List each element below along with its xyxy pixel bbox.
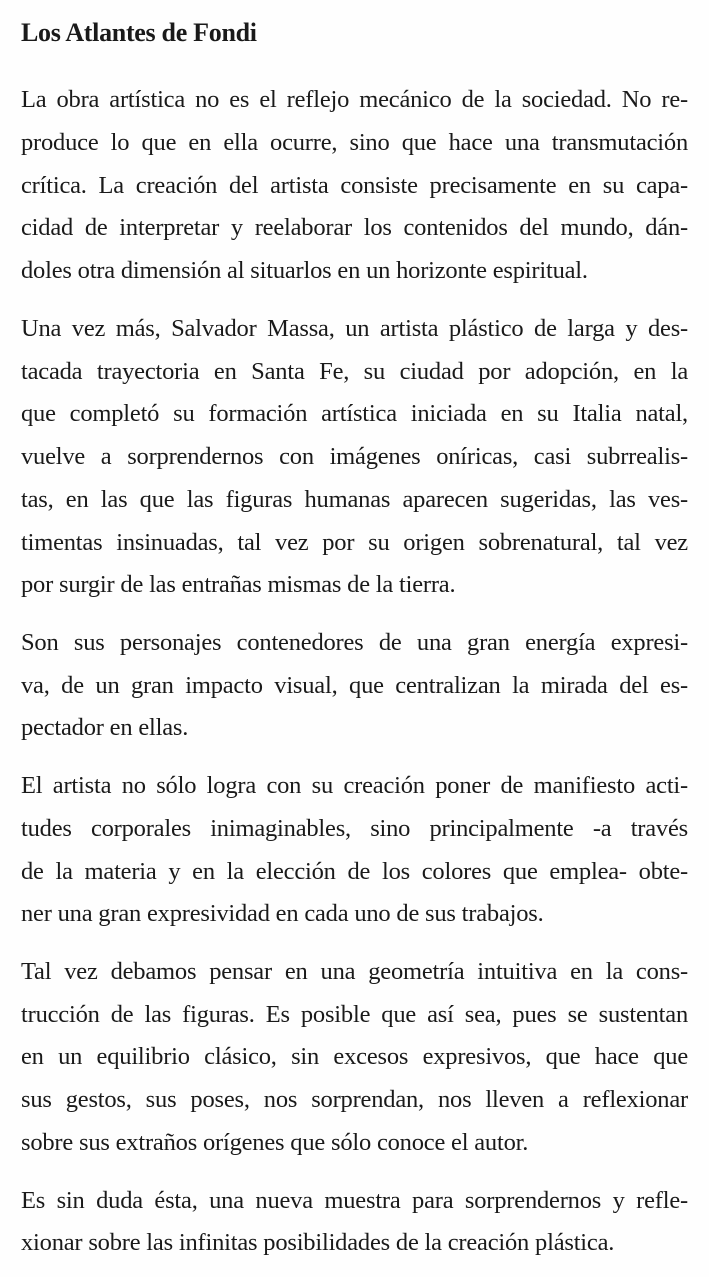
paragraph-2-line-7: por surgir de las entrañas mismas de la tierra. bbox=[21, 571, 456, 598]
paragraph-5-line-2: trucción de las figuras. Es posible que así sea, pues se sustentan bbox=[21, 1001, 688, 1028]
paragraph-3-line-2: va, de un gran impacto visual, que centralizan la mirada del es- bbox=[21, 672, 688, 699]
paragraph-5-line-5: sobre sus extraños orígenes que sólo conoce el autor. bbox=[21, 1129, 529, 1156]
paragraph-3-line-1: Son sus personajes contenedores de una gran energía expresi- bbox=[21, 629, 688, 656]
paragraph-5-line-3: en un equilibrio clásico, sin excesos expresivos, que hace que bbox=[21, 1043, 688, 1070]
paragraph-1-line-2: produce lo que en ella ocurre, sino que hace una transmutación bbox=[21, 129, 688, 156]
paragraph-3-line-3: pectador en ellas. bbox=[21, 714, 189, 741]
paragraph-6-line-1: Es sin duda ésta, una nueva muestra para sorprendernos y refle- bbox=[21, 1187, 688, 1214]
paragraph-2-line-2: tacada trayectoria en Santa Fe, su ciudad por adopción, en la bbox=[21, 358, 688, 385]
paragraph-2-line-1: Una vez más, Salvador Massa, un artista plástico de larga y des- bbox=[21, 315, 688, 342]
paragraph-5-line-1: Tal vez debamos pensar en una geometría intuitiva en la cons- bbox=[21, 958, 688, 985]
paragraph-1-line-5: doles otra dimensión al situarlos en un horizonte espiritual. bbox=[21, 257, 588, 284]
paragraph-4-line-1: El artista no sólo logra con su creación poner de manifiesto acti- bbox=[21, 772, 688, 799]
paragraph-4-line-2: tudes corporales inimaginables, sino principalmente -a través bbox=[21, 815, 688, 842]
paragraph-4-line-4: ner una gran expresividad en cada uno de sus trabajos. bbox=[21, 900, 544, 927]
paragraph-1-line-1: La obra artística no es el reflejo mecánico de la sociedad. No re- bbox=[21, 86, 688, 113]
paragraph-4-line-3: de la materia y en la elección de los colores que emplea- obte- bbox=[21, 858, 688, 885]
paragraph-2-line-5: tas, en las que las figuras humanas aparecen sugeridas, las ves- bbox=[21, 486, 688, 513]
article-title: Los Atlantes de Fondi bbox=[21, 18, 257, 47]
paragraph-5-line-4: sus gestos, sus poses, nos sorprendan, nos lleven a reflexionar bbox=[21, 1086, 688, 1113]
paragraph-2-line-6: timentas insinuadas, tal vez por su origen sobrenatural, tal vez bbox=[21, 529, 688, 556]
paragraph-2-line-4: vuelve a sorprendernos con imágenes oníricas, casi subrrealis- bbox=[21, 443, 688, 470]
paragraph-1-line-4: cidad de interpretar y reelaborar los contenidos del mundo, dán- bbox=[21, 214, 688, 241]
paragraph-2-line-3: que completó su formación artística iniciada en su Italia natal, bbox=[21, 400, 688, 427]
paragraph-6-line-2: xionar sobre las infinitas posibilidades de la creación plástica. bbox=[21, 1229, 615, 1256]
paragraph-1-line-3: crítica. La creación del artista consiste precisamente en su capa- bbox=[21, 172, 688, 199]
